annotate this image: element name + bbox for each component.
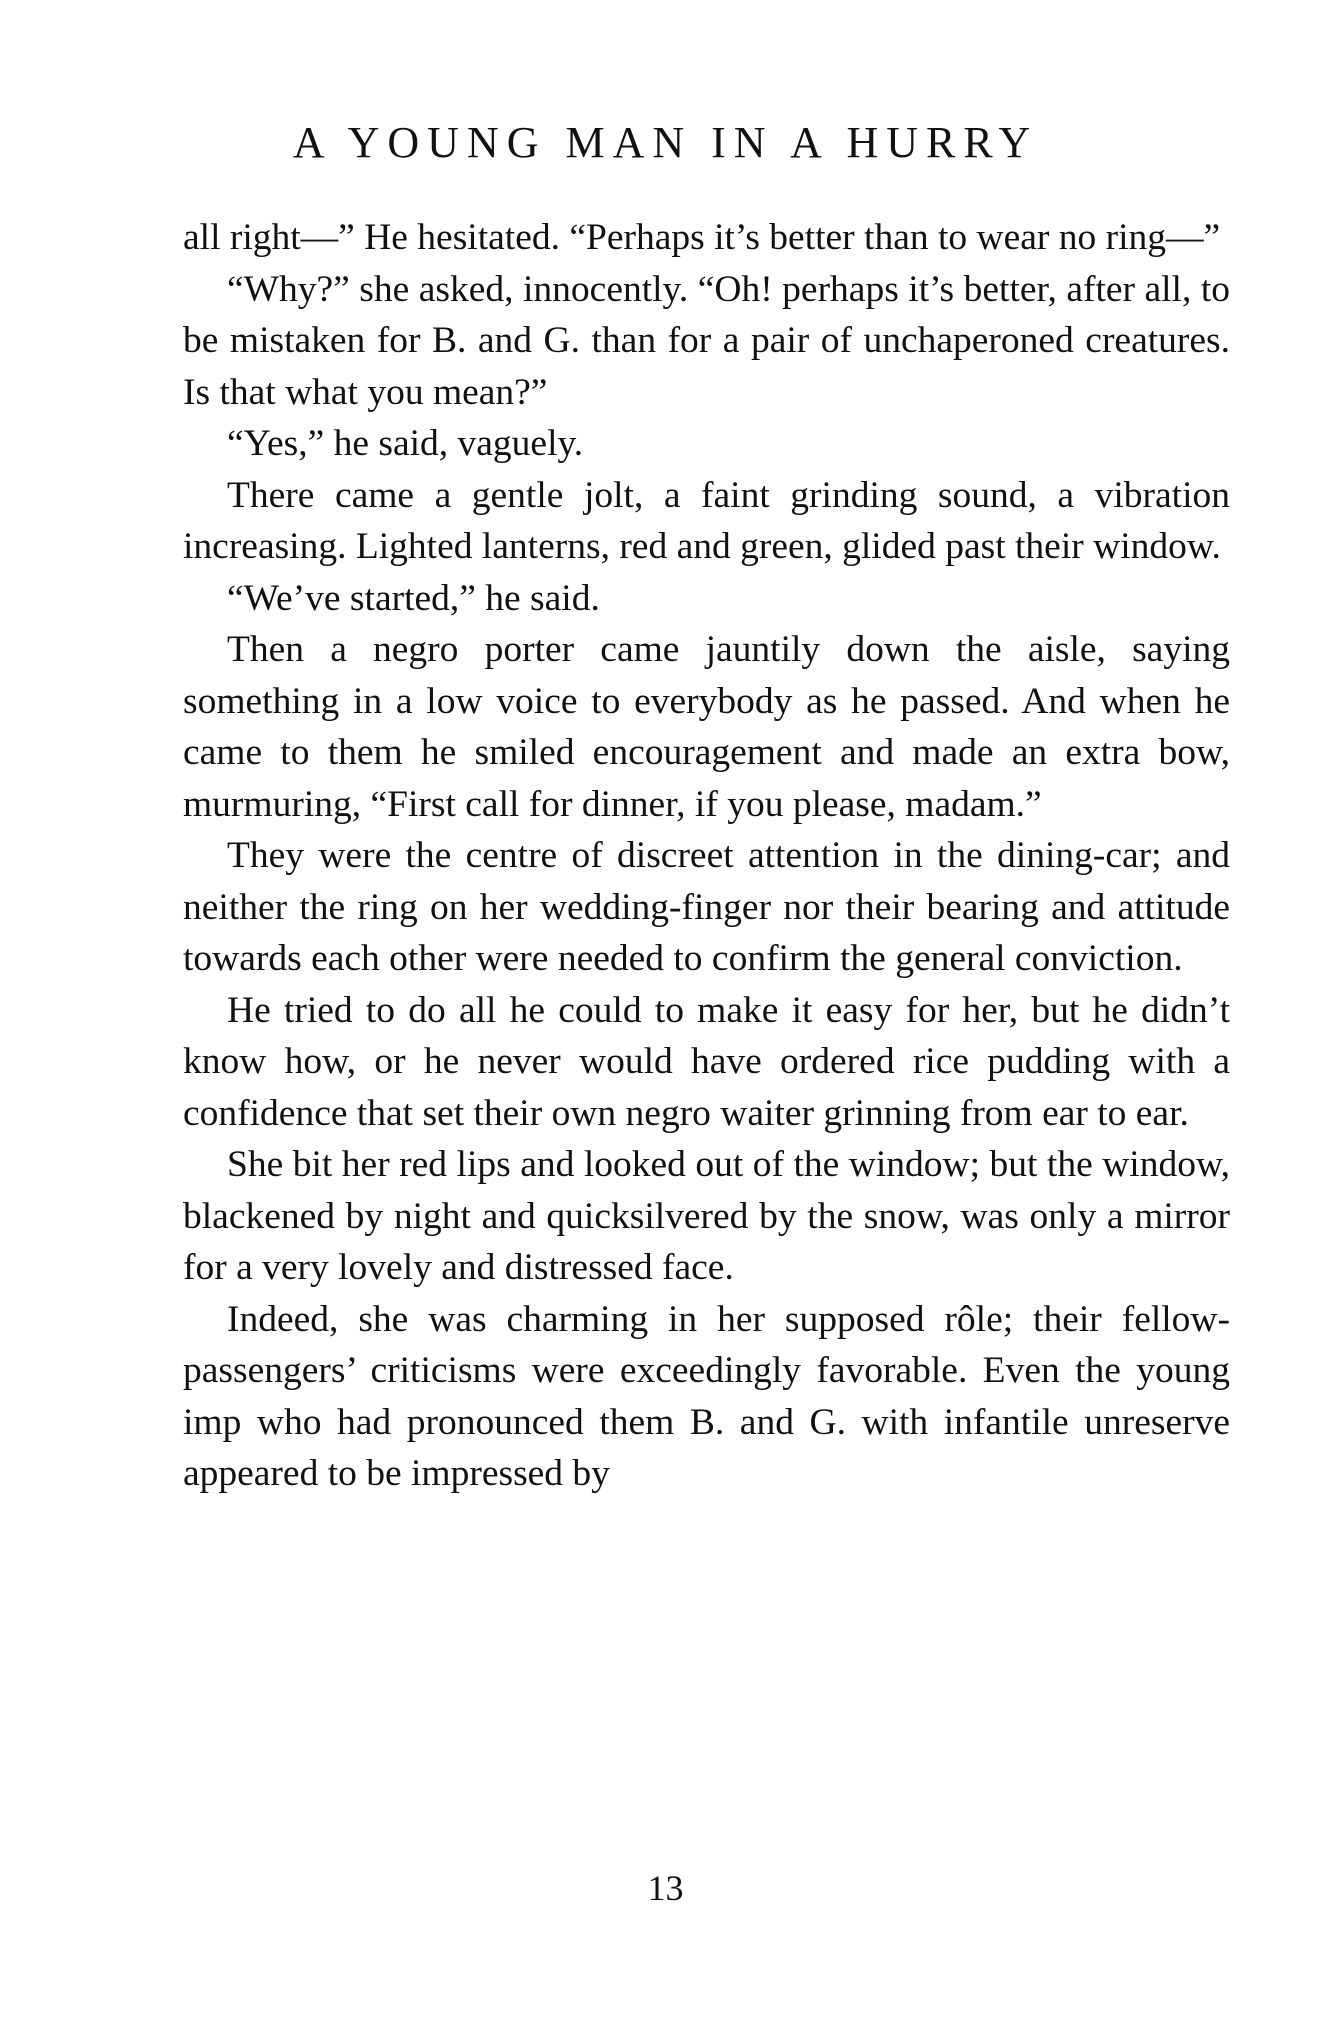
paragraph: They were the centre of discreet attention in the dining-car; and neither the ring on her wedding-finger nor their bearing and attitude towards each other were needed to confirm the general conviction. bbox=[183, 835, 1230, 979]
paragraph: “Yes,” he said, vaguely. bbox=[227, 423, 584, 464]
paragraph: She bit her red lips and looked out of the window; but the window, blackened by night and quicksilvered by the snow, was only a mirror for a very lovely and distressed face. bbox=[183, 1144, 1230, 1288]
body-text bbox=[183, 212, 1230, 1500]
paragraph: all right—” He hesitated. “Perhaps it’s better than to wear no ring—” bbox=[183, 217, 1221, 258]
paragraph: “We’ve started,” he said. bbox=[227, 577, 600, 619]
page-number: 13 bbox=[647, 1868, 684, 1908]
paragraph: There came a gentle jolt, a faint grinding sound, a vibration increasing. Lighted lanterns, red and green, glided past their window. bbox=[183, 474, 1230, 567]
paragraph: Indeed, she was charming in her supposed rôle; their fellow-passengers’ criticisms were exceedingly favorable. Even the young imp who had pronounced them B. and G. with infantile unreserve appeared to be impressed by bbox=[183, 1298, 1230, 1494]
paragraph: He tried to do all he could to make it easy for her, but he didn’t know how, or he never would have ordered rice pudding with a confidence that set their own negro waiter grinning from ear to ear. bbox=[183, 989, 1230, 1134]
paragraph: “Why?” she asked, innocently. “Oh! perhaps it’s better, after all, to be mistaken for B. and G. than for a pair of unchaperoned creatures. Is that what you mean?” bbox=[183, 268, 1230, 413]
running-head: A YOUNG MAN IN A HURRY bbox=[292, 118, 1039, 167]
paragraph: Then a negro porter came jauntily down the aisle, saying something in a low voice to everybody as he passed. And when he came to them he smiled encouragement and made an extra bow, murmuring, “First call for dinner, if you please, madam.” bbox=[183, 629, 1230, 825]
